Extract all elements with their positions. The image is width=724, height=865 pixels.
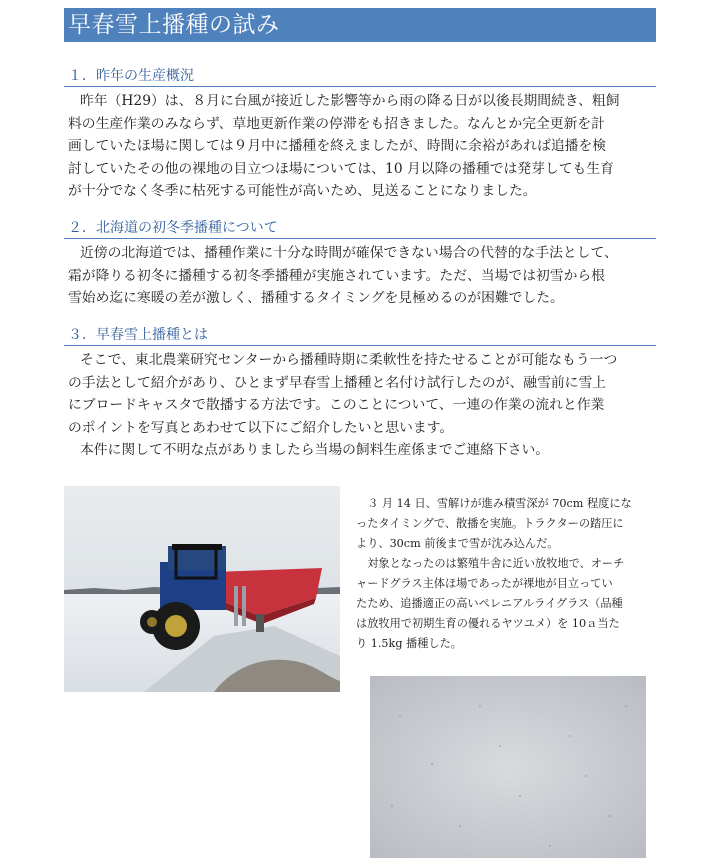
page-title: 早春雪上播種の試み — [68, 12, 280, 38]
caption-line: より、30cm 前後まで雪が沈み込んだ。 — [356, 537, 559, 550]
section-body-2 — [68, 242, 652, 310]
body-line: にブロードキャスタで散播する方法です。このことについて、一連の作業の流れと作業 — [68, 397, 605, 413]
section-heading-3 — [64, 325, 656, 346]
section-heading-1 — [64, 66, 656, 87]
caption-line: 対象となったのは繁殖牛舎に近い放牧地で、オーチ — [367, 557, 625, 570]
body-line: が十分でなく冬季に枯死する可能性が高いため、見送ることになりました。 — [68, 183, 537, 199]
body-line: のポイントを写真とあわせて以下にご紹介したいと思います。 — [68, 419, 454, 436]
body-line: の手法として紹介があり、ひとまず早春雪上播種と名付け試行したのが、融雪前に雪上 — [68, 374, 607, 391]
snow-surface-photo — [370, 676, 646, 858]
section-heading-3-text: ３．早春雪上播種とは — [68, 327, 208, 343]
caption-line: ャードグラス主体ほ場であったが裸地が目立ってい — [356, 577, 613, 590]
tractor-photo — [64, 486, 340, 692]
caption-line: ３ 月 14 日、雪解けが進み積雪深が 70cm 程度にな — [367, 497, 632, 510]
body-line: 霜が降りる初冬に播種する初冬季播種が実施されています。ただ、当場では初雪から根 — [68, 267, 605, 284]
section-heading-2-text: ２．北海道の初冬季播種について — [68, 220, 278, 236]
body-line: 近傍の北海道では、播種作業に十分な時間が確保できない場合の代替的な手法として、 — [80, 245, 618, 261]
body-line: そこで、東北農業研究センターから播種時期に柔軟性を持たせることが可能なもう一つ — [80, 352, 618, 368]
body-line: 画していたほ場に関しては９月中に播種を終えましたが、時間に余裕があれば追播を検 — [68, 138, 607, 154]
caption-line: たため、追播適正の高いペレニアルライグラス（品種 — [356, 597, 623, 610]
section-heading-1-text: １．昨年の生産概況 — [68, 68, 194, 84]
photo-caption — [356, 494, 690, 654]
section-body-3 — [68, 349, 652, 462]
section-heading-2 — [64, 218, 656, 239]
body-line: 本件に関して不明な点がありましたら当場の飼料生産係までご連絡下さい。 — [80, 442, 550, 458]
body-line: 料の生産作業のみならず、草地更新作業の停滞をも招きました。なんとか完全更新を計 — [68, 115, 605, 132]
section-body-1 — [68, 90, 652, 203]
body-line: 昨年（H29）は、８月に台風が接近した影響等から雨の降る日が以後長期間続き、粗飼 — [80, 93, 620, 109]
caption-line: は放牧用で初期生育の優れるヤツユメ）を 10ａ当た — [356, 617, 620, 630]
body-line: 雪始め迄に寒暖の差が激しく、播種するタイミングを見極めるのが困難でした。 — [68, 290, 564, 306]
caption-line: ったタイミングで、散播を実施。トラクターの踏圧に — [356, 517, 624, 530]
caption-line: り 1.5kg 播種した。 — [356, 637, 462, 650]
body-line: 討していたその他の裸地の目立つほ場については、10 月以降の播種では発芽しても生育 — [68, 160, 614, 177]
title-bar — [64, 8, 656, 42]
